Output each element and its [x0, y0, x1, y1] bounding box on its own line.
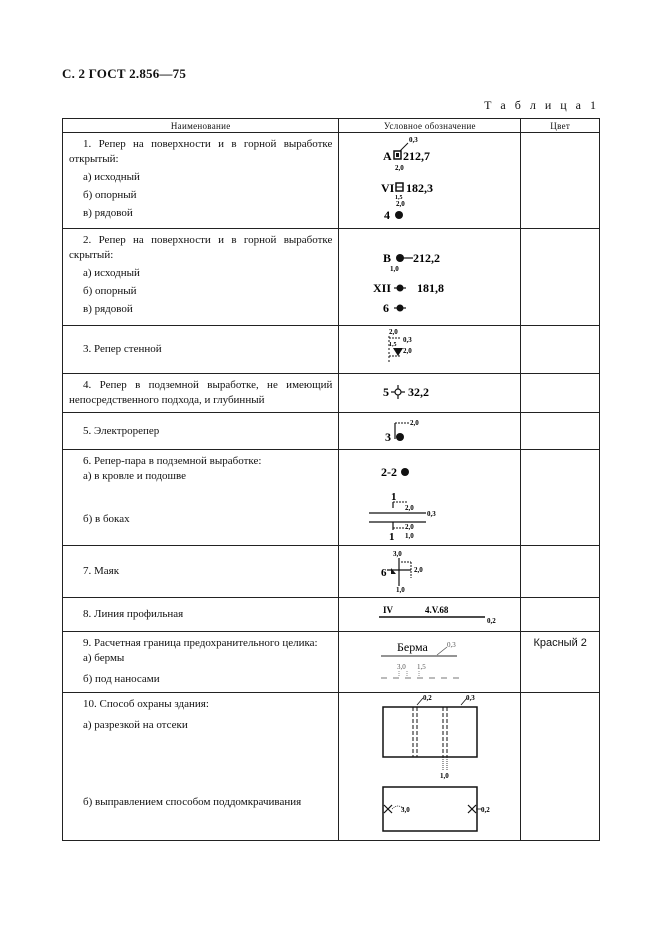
- color-cell: Красный 2: [521, 632, 600, 693]
- sym-label: 4: [384, 208, 391, 222]
- symbols-table: [62, 118, 600, 841]
- name-cell: [63, 133, 339, 229]
- list-item: а) исходный: [83, 267, 140, 279]
- name-cell: [63, 598, 339, 632]
- sym-label: 1: [389, 531, 395, 543]
- sym-label: 3,0: [393, 550, 403, 558]
- sym-label: А: [383, 149, 393, 163]
- sym-label: 2,0: [405, 504, 415, 512]
- symbol-cell: [339, 326, 521, 374]
- sym-label: 2,0: [414, 566, 424, 574]
- color-cell: [521, 133, 600, 229]
- sym-label: 32,2: [408, 385, 430, 399]
- sym-label: 2,0: [395, 164, 405, 172]
- page-header: С. 2 ГОСТ 2.856—75: [62, 66, 187, 81]
- name-cell: [63, 546, 339, 598]
- underground-benchmark-symbol: [339, 374, 520, 410]
- symbol-cell: [339, 413, 521, 450]
- sym-label: VI: [381, 181, 395, 195]
- sym-label: 2,0: [405, 523, 415, 531]
- list-item: б) опорный: [83, 285, 137, 297]
- sym-label: 2,0: [389, 328, 399, 336]
- row-title: 1. Репер на поверхности и в горной выработке открытый:: [69, 138, 333, 165]
- sym-label: Берма: [397, 640, 429, 654]
- list-item: а) в кровле и подошве: [83, 470, 187, 482]
- sym-label: 2,0: [396, 200, 406, 208]
- col-color-header: Цвет: [521, 119, 600, 133]
- sym-label: 3: [385, 430, 392, 444]
- table-row: [63, 326, 600, 374]
- color-cell: [521, 326, 600, 374]
- sym-label: 3,0: [397, 663, 407, 671]
- sym-label: 1,5: [417, 663, 427, 671]
- color-cell: [521, 413, 600, 450]
- list-item: в) рядовой: [83, 303, 133, 315]
- table-row: [63, 374, 600, 413]
- row-title: 8. Линия профильная: [83, 608, 184, 620]
- list-item: а) разрезкой на отсеки: [83, 719, 188, 731]
- symbol-cell: [339, 598, 521, 632]
- name-cell: [63, 374, 339, 413]
- row-title: 3. Репер стенной: [83, 343, 162, 355]
- beacon-symbol: [339, 546, 520, 597]
- sym-label: 0,3: [427, 510, 437, 518]
- open-benchmark-symbols: [339, 133, 520, 228]
- sym-label: 1,5: [395, 195, 403, 201]
- table-row: [63, 546, 600, 598]
- list-item: а) исходный: [83, 171, 140, 183]
- sym-label: 0,3: [403, 336, 413, 344]
- sym-label: 2,0: [403, 347, 413, 355]
- list-item: б) выправлением способом поддомкрачивания: [83, 796, 302, 808]
- table-header-row: [63, 119, 600, 133]
- symbol-cell: [339, 546, 521, 598]
- col-name-header: Наименование: [63, 119, 339, 133]
- sym-label: 0,3: [409, 136, 419, 144]
- list-item: в) рядовой: [83, 207, 133, 219]
- sym-label: 2-2: [381, 465, 398, 479]
- building-protection-symbols: [339, 693, 520, 840]
- sym-label: 6: [383, 301, 390, 315]
- color-cell: [521, 546, 600, 598]
- symbol-cell: [339, 133, 521, 229]
- symbol-cell: [339, 374, 521, 413]
- color-cell: [521, 374, 600, 413]
- benchmark-pair-symbols: [339, 450, 520, 545]
- sym-label: 1: [391, 491, 397, 503]
- sym-label: 212,2: [413, 251, 441, 265]
- name-cell: [63, 413, 339, 450]
- list-item: б) в боках: [83, 513, 130, 525]
- table-row: [63, 598, 600, 632]
- sym-label: XII: [373, 281, 392, 295]
- color-cell: [521, 450, 600, 546]
- row-title: 10. Способ охраны здания:: [83, 698, 209, 710]
- sym-label: 0,3: [447, 641, 457, 649]
- list-item: б) опорный: [83, 189, 137, 201]
- sym-label: 2,0: [410, 419, 420, 427]
- profile-line-symbol: [339, 598, 520, 631]
- sym-label: 212,7: [403, 149, 431, 163]
- color-cell: [521, 229, 600, 326]
- row-title: 5. Электрорепер: [83, 424, 160, 437]
- table-row: [63, 229, 600, 326]
- wall-benchmark-symbol: [339, 326, 520, 373]
- row-title: 6. Репер-пара в подземной выработке:: [83, 455, 262, 467]
- name-cell: [63, 229, 339, 326]
- sym-label: IV: [383, 605, 394, 615]
- table-row: [63, 693, 600, 841]
- color-cell: [521, 598, 600, 632]
- sym-label: 1,5: [389, 342, 397, 348]
- row-title: 4. Репер в подземной выработке, не имеющий непосредственного подхода, и глубинный: [69, 379, 333, 406]
- row-title: 2. Репер на поверхности и в горной выработке скрытый:: [69, 234, 333, 261]
- table-label: Т а б л и ц а 1: [484, 98, 599, 112]
- sym-label: В: [383, 251, 392, 265]
- col-symbol-header: Условное обозначение: [339, 119, 521, 133]
- pillar-boundary-symbols: [339, 632, 520, 692]
- table-row: [63, 413, 600, 450]
- sym-label: 1,0: [396, 586, 406, 594]
- name-cell: [63, 632, 339, 693]
- sym-label: 4.V.68: [425, 605, 449, 615]
- table-row: [63, 133, 600, 229]
- symbol-cell: [339, 693, 521, 841]
- symbol-cell: [339, 229, 521, 326]
- sym-label: 3,0: [401, 806, 411, 814]
- hidden-benchmark-symbols: [339, 229, 520, 325]
- sym-label: 0,2: [423, 694, 433, 702]
- symbol-cell: [339, 450, 521, 546]
- row-title: 9. Расчетная граница предохранительного целика:: [83, 637, 318, 649]
- list-item: б) под наносами: [83, 673, 160, 685]
- table-row: [63, 632, 600, 693]
- sym-label: 1,0: [390, 265, 400, 273]
- row-title: 7. Маяк: [83, 565, 120, 577]
- name-cell: [63, 693, 339, 841]
- electro-benchmark-symbol: [339, 413, 520, 449]
- list-item: а) бермы: [83, 652, 125, 664]
- sym-label: 182,3: [406, 181, 434, 195]
- sym-label: 0,2: [481, 806, 491, 814]
- table-row: [63, 450, 600, 546]
- sym-label: 0,3: [466, 694, 476, 702]
- name-cell: [63, 450, 339, 546]
- symbol-cell: [339, 632, 521, 693]
- sym-label: 6: [381, 567, 387, 579]
- name-cell: [63, 326, 339, 374]
- sym-label: 5: [383, 385, 390, 399]
- sym-label: 1,0: [440, 772, 450, 780]
- sym-label: 1,0: [405, 532, 415, 540]
- color-cell: [521, 693, 600, 841]
- sym-label: 0,2: [487, 617, 497, 625]
- sym-label: 181,8: [417, 281, 445, 295]
